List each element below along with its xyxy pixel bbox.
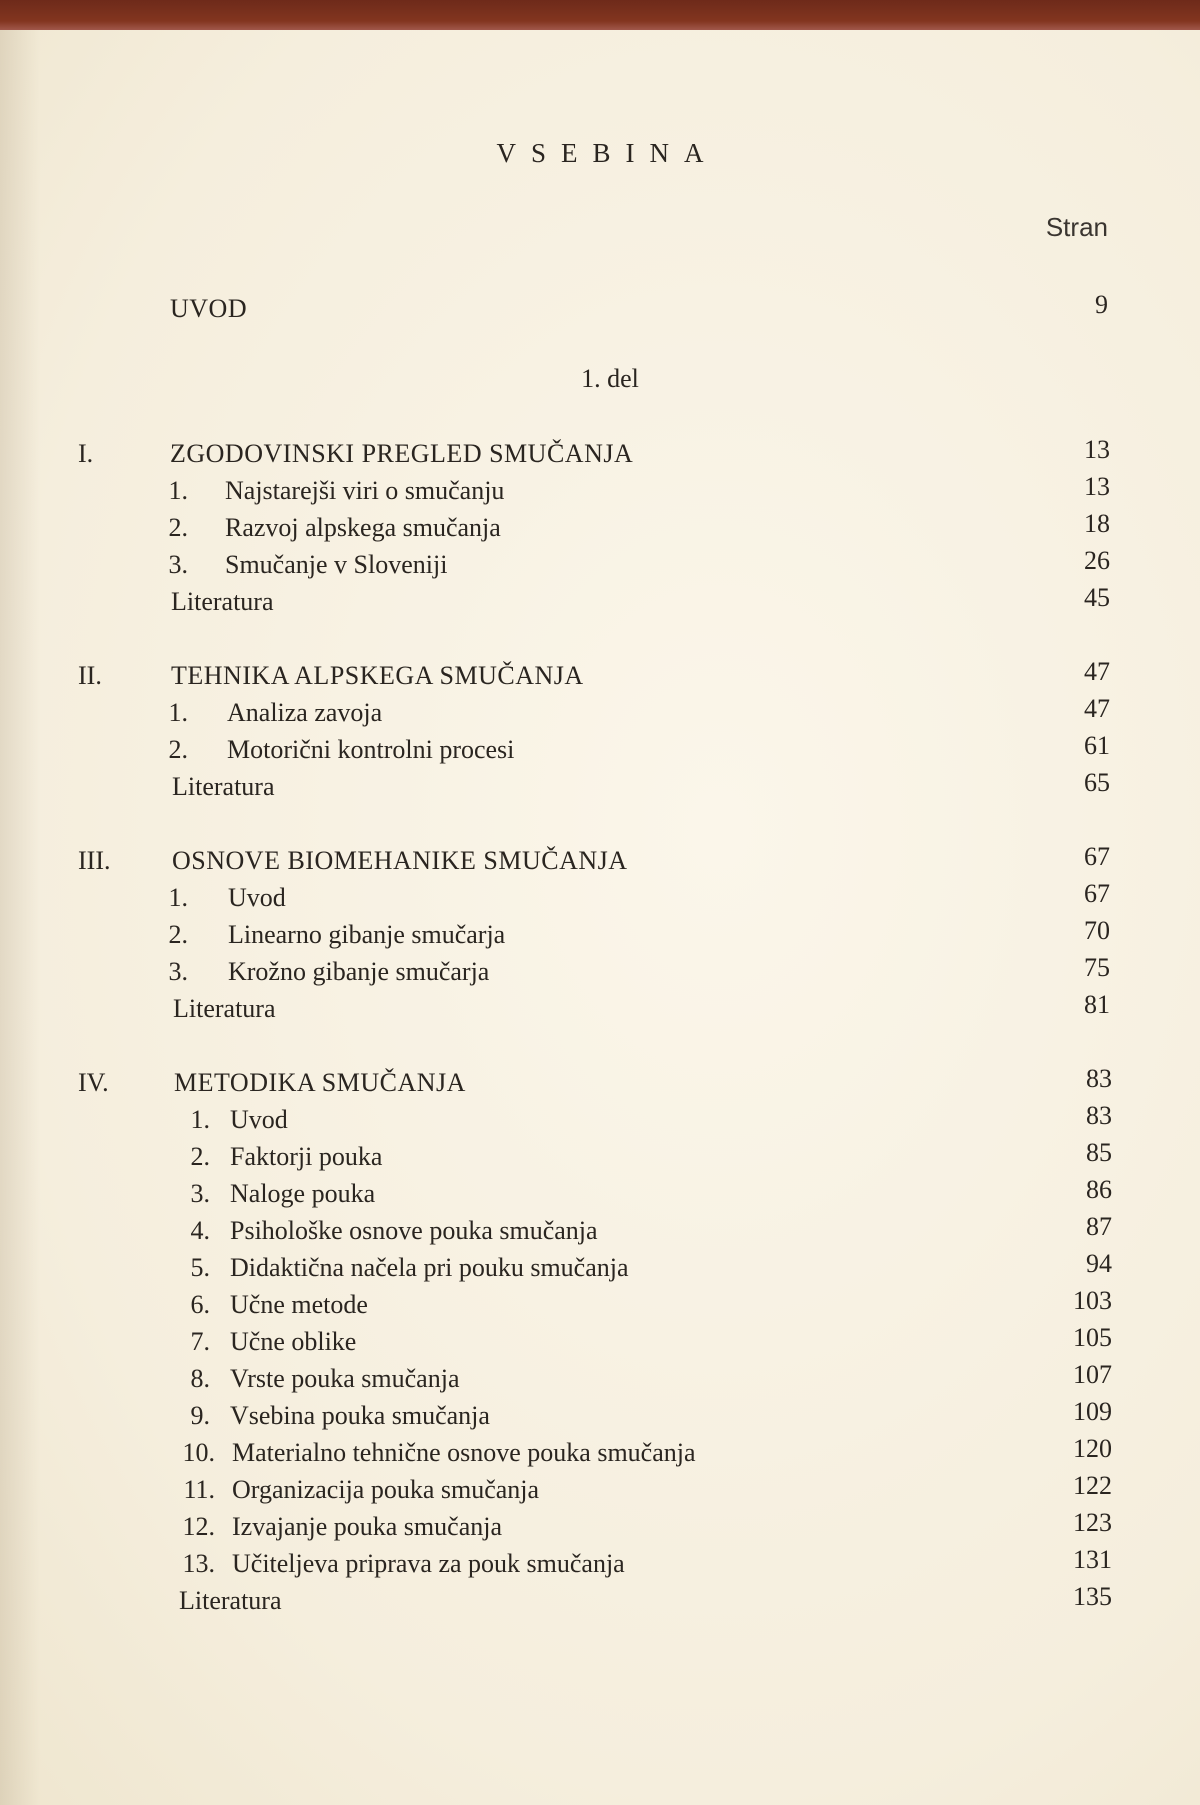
chapter-title: TEHNIKA ALPSKEGA SMUČANJA: [171, 661, 584, 690]
literature-label: Literatura: [179, 1586, 282, 1615]
page-binding-shadow: [0, 30, 40, 1805]
item-page: 18: [1084, 509, 1110, 538]
page-column-label: Stran: [1045, 212, 1108, 242]
item-page: 105: [1073, 1323, 1112, 1352]
item-number: 2.: [168, 735, 188, 764]
item-page: 120: [1073, 1434, 1112, 1463]
item-page: 13: [1084, 472, 1110, 501]
item-label: Krožno gibanje smučarja: [228, 957, 490, 986]
item-number: 1.: [190, 1105, 210, 1134]
item-label: Učne oblike: [230, 1327, 357, 1356]
chapter-page: 83: [1086, 1064, 1112, 1093]
item-label: Linearno gibanje smučarja: [228, 920, 506, 949]
chapter-numeral: III.: [78, 846, 111, 875]
chapter-title: OSNOVE BIOMEHANIKE SMUČANJA: [172, 846, 628, 875]
intro-page: 9: [1095, 290, 1108, 319]
chapter-page: 67: [1084, 842, 1110, 871]
intro-title: UVOD: [170, 294, 248, 323]
literature-page: 65: [1084, 768, 1110, 797]
item-page: 61: [1084, 731, 1110, 760]
item-number: 8.: [190, 1364, 210, 1393]
item-page: 26: [1084, 546, 1110, 575]
item-number: 3.: [168, 957, 188, 986]
item-page: 86: [1086, 1175, 1112, 1204]
item-page: 103: [1073, 1286, 1112, 1315]
item-page: 131: [1073, 1545, 1112, 1574]
item-number: 2.: [168, 920, 188, 949]
item-number: 10.: [182, 1438, 215, 1467]
item-number: 4.: [190, 1216, 210, 1245]
item-page: 47: [1084, 694, 1110, 723]
item-label: Učne metode: [230, 1290, 368, 1319]
item-label: Naloge pouka: [230, 1179, 376, 1208]
item-page: 109: [1073, 1397, 1112, 1426]
item-page: 83: [1086, 1101, 1112, 1130]
chapter-numeral: I.: [78, 439, 94, 468]
item-number: 1.: [168, 476, 188, 505]
literature-page: 45: [1084, 583, 1110, 612]
item-number: 2.: [190, 1142, 210, 1171]
item-label: Razvoj alpskega smučanja: [225, 513, 501, 542]
item-label: Organizacija pouka smučanja: [232, 1475, 540, 1504]
item-label: Uvod: [228, 883, 286, 912]
literature-label: Literatura: [172, 772, 275, 801]
item-number: 12.: [182, 1512, 215, 1541]
item-label: Izvajanje pouka smučanja: [232, 1512, 502, 1541]
item-number: 13.: [182, 1549, 215, 1578]
item-number: 7.: [190, 1327, 210, 1356]
chapter-numeral: IV.: [78, 1068, 109, 1097]
book-cover-edge: [0, 0, 1200, 30]
item-page: 75: [1084, 953, 1110, 982]
item-label: Smučanje v Sloveniji: [225, 550, 448, 579]
item-number: 1.: [168, 698, 188, 727]
item-number: 6.: [190, 1290, 210, 1319]
item-number: 3.: [190, 1179, 210, 1208]
item-page: 94: [1086, 1249, 1112, 1278]
item-number: 3.: [168, 550, 188, 579]
item-label: Motorični kontrolni procesi: [227, 735, 515, 764]
item-page: 107: [1073, 1360, 1112, 1389]
item-number: 2.: [168, 513, 188, 542]
part-label: 1. del: [581, 364, 639, 393]
item-number: 5.: [190, 1253, 210, 1282]
item-number: 9.: [190, 1401, 210, 1430]
item-label: Vsebina pouka smučanja: [230, 1401, 490, 1430]
item-page: 85: [1086, 1138, 1112, 1167]
item-label: Materialno tehnične osnove pouka smučanja: [232, 1438, 696, 1467]
item-page: 70: [1084, 916, 1110, 945]
literature-page: 81: [1084, 990, 1110, 1019]
item-label: Uvod: [230, 1105, 288, 1134]
item-page: 87: [1086, 1212, 1112, 1241]
item-label: Učiteljeva priprava za pouk smučanja: [232, 1549, 625, 1578]
chapter-title: METODIKA SMUČANJA: [174, 1068, 466, 1097]
item-label: Didaktična načela pri pouku smučanja: [230, 1253, 629, 1282]
chapter-numeral: II.: [78, 661, 102, 690]
literature-label: Literatura: [171, 587, 274, 616]
page-title: VSEBINA: [496, 138, 719, 168]
item-number: 1.: [168, 883, 188, 912]
item-page: 122: [1073, 1471, 1112, 1500]
chapter-page: 13: [1084, 435, 1110, 464]
item-label: Faktorji pouka: [230, 1142, 383, 1171]
chapter-title: ZGODOVINSKI PREGLED SMUČANJA: [170, 439, 634, 468]
item-page: 67: [1084, 879, 1110, 908]
literature-page: 135: [1073, 1582, 1112, 1611]
item-label: Vrste pouka smučanja: [230, 1364, 460, 1393]
item-label: Psihološke osnove pouka smučanja: [230, 1216, 598, 1245]
item-number: 11.: [183, 1475, 215, 1504]
item-page: 123: [1073, 1508, 1112, 1537]
item-label: Analiza zavoja: [227, 698, 383, 727]
literature-label: Literatura: [173, 994, 276, 1023]
item-label: Najstarejši viri o smučanju: [225, 476, 505, 505]
chapter-page: 47: [1084, 657, 1110, 686]
